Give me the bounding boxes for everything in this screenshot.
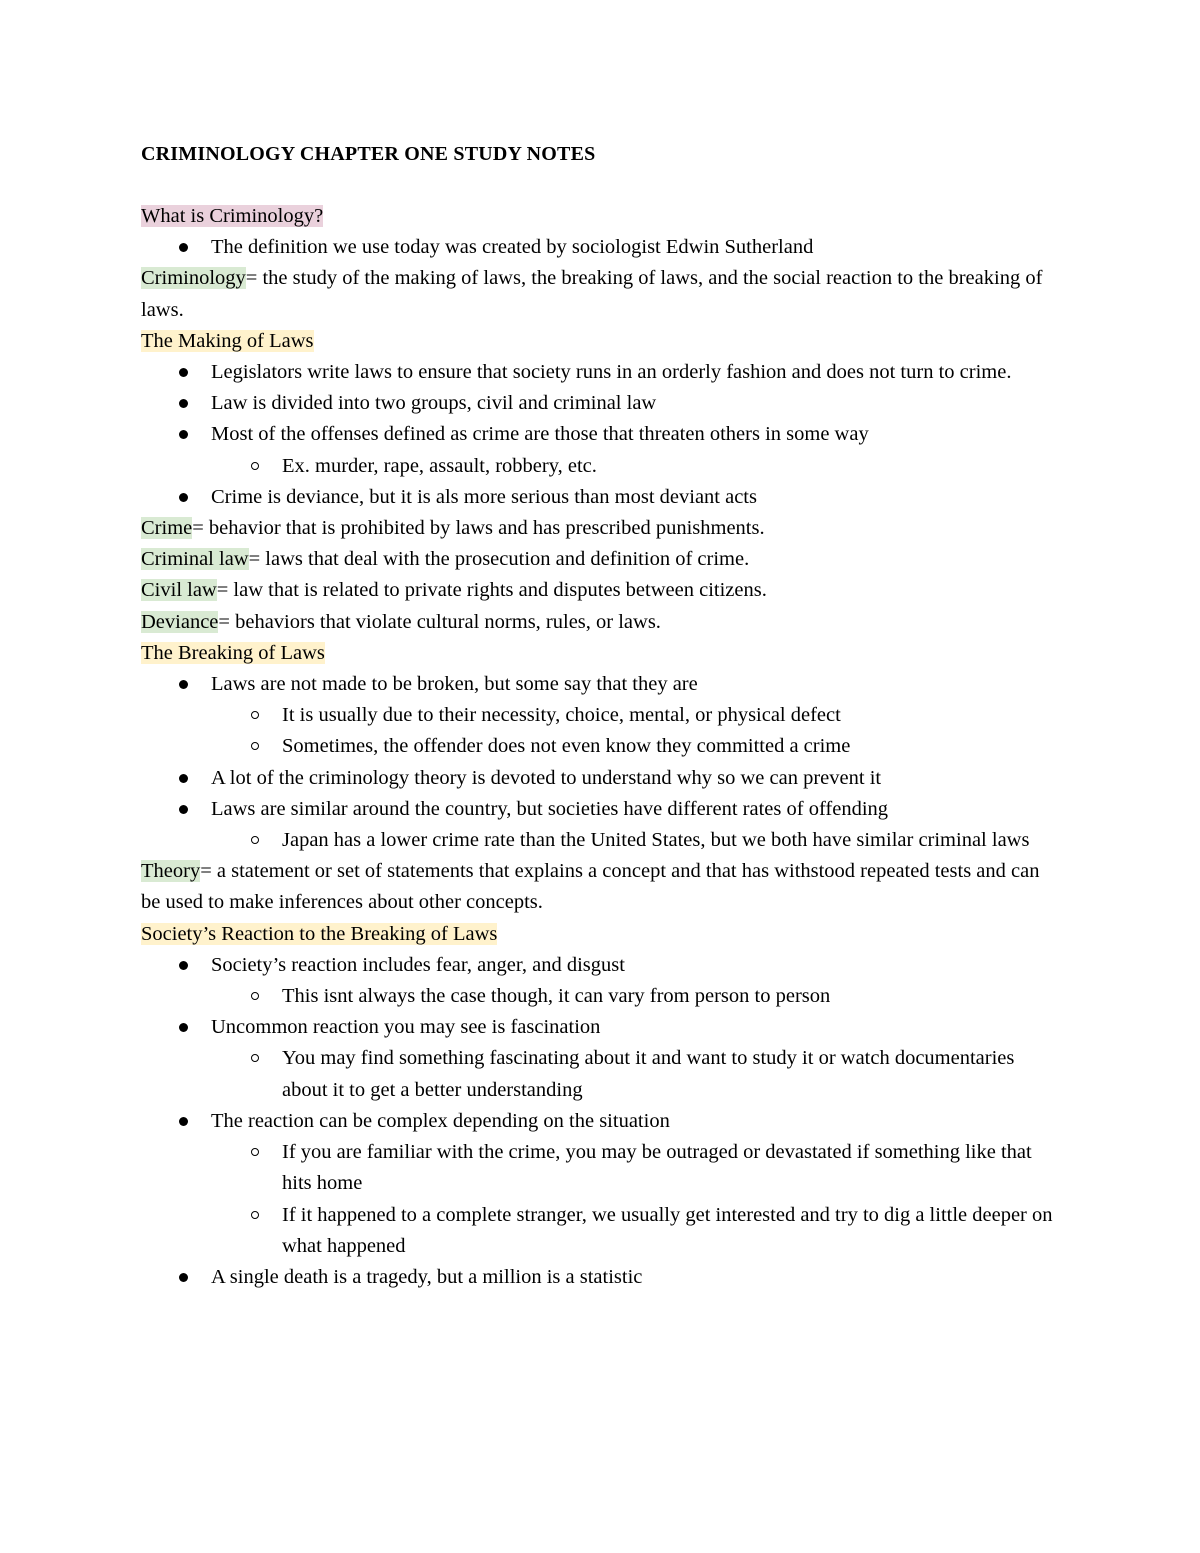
sub-bullet-item: Ex. murder, rape, assault, robbery, etc. [141, 451, 1061, 482]
bullet-item: A lot of the criminology theory is devoted to understand why so we can prevent it [141, 763, 1061, 794]
bullet-item: Legislators write laws to ensure that society runs in an orderly fashion and does not turn to crime. [141, 357, 1061, 388]
definition-text: = behavior that is prohibited by laws and has prescribed punishments. [192, 517, 765, 540]
sub-bullet-item: This isnt always the case though, it can vary from person to person [141, 981, 1061, 1012]
bullet-dot-icon [179, 399, 188, 408]
definition-text: = a statement or set of statements that explains a concept and that has withstood repeated tests and can be used to make inferences about other concepts. [141, 860, 1040, 914]
definition-term: Deviance [141, 610, 219, 633]
definition-crime [141, 513, 1061, 544]
sub-bullet-item: If you are familiar with the crime, you may be outraged or devastated if something like that hits home [141, 1137, 1061, 1199]
bullet-circle-icon [251, 992, 259, 1000]
bullet-item: The reaction can be complex depending on the situation [141, 1106, 1061, 1137]
definition-text: = behaviors that violate cultural norms, rules, or laws. [218, 610, 661, 633]
definition-theory [141, 856, 1061, 918]
definition-text: = the study of the making of laws, the breaking of laws, and the social reaction to the breaking of laws. [141, 267, 1043, 321]
definition-civil-law [141, 575, 1061, 606]
definition-criminal-law [141, 544, 1061, 575]
bullet-dot-icon [179, 430, 188, 439]
bullet-item: Laws are not made to be broken, but some say that they are [141, 669, 1061, 700]
section-heading-what-is-criminology: What is Criminology? [141, 205, 324, 227]
bullet-dot-icon [179, 680, 188, 689]
bullet-dot-icon [179, 243, 188, 252]
sub-bullet-item: You may find something fascinating about it and want to study it or watch documentaries about it to get a better understanding [141, 1043, 1061, 1105]
bullet-dot-icon [179, 1117, 188, 1126]
bullet-dot-icon [179, 805, 188, 814]
definition-term: Crime [141, 517, 193, 540]
sub-bullet-item: Japan has a lower crime rate than the United States, but we both have similar criminal laws [141, 825, 1061, 856]
bullet-item: Uncommon reaction you may see is fascination [141, 1012, 1061, 1043]
definition-term: Civil law [141, 579, 217, 602]
section-heading-breaking-of-laws: The Breaking of Laws [141, 641, 325, 664]
bullet-item: Crime is deviance, but it is als more serious than most deviant acts [141, 482, 1061, 513]
bullet-circle-icon [251, 1211, 259, 1219]
document-body [141, 201, 1061, 1293]
definition-term: Criminal law [141, 548, 249, 571]
definition-text: = laws that deal with the prosecution and definition of crime. [248, 548, 750, 571]
sub-bullet-item: Sometimes, the offender does not even know they committed a crime [141, 731, 1061, 762]
section-heading-societys-reaction: Society’s Reaction to the Breaking of Laws [141, 922, 498, 945]
sub-bullet-item: If it happened to a complete stranger, we usually get interested and try to dig a little deeper on what happened [141, 1200, 1061, 1262]
definition-term: Theory [141, 860, 201, 883]
bullet-circle-icon [251, 1054, 259, 1062]
bullet-dot-icon [179, 368, 188, 377]
bullet-dot-icon [179, 1273, 188, 1282]
section-heading-making-of-laws: The Making of Laws [141, 329, 314, 352]
bullet-item: The definition we use today was created by sociologist Edwin Sutherland [141, 232, 1061, 263]
bullet-circle-icon [251, 1148, 259, 1156]
bullet-dot-icon [179, 1023, 188, 1032]
definition-criminology [141, 263, 1061, 325]
bullet-dot-icon [179, 961, 188, 970]
bullet-circle-icon [251, 742, 259, 750]
bullet-dot-icon [179, 493, 188, 502]
bullet-dot-icon [179, 774, 188, 783]
bullet-circle-icon [251, 711, 259, 719]
definition-text: = law that is related to private rights and disputes between citizens. [216, 579, 767, 602]
bullet-item: Society’s reaction includes fear, anger, and disgust [141, 950, 1061, 981]
bullet-item: Most of the offenses defined as crime are those that threaten others in some way [141, 419, 1061, 450]
document-title: CRIMINOLOGY CHAPTER ONE STUDY NOTES [141, 143, 596, 165]
bullet-item: Law is divided into two groups, civil and criminal law [141, 388, 1061, 419]
bullet-circle-icon [251, 462, 259, 470]
bullet-item: Laws are similar around the country, but societies have different rates of offending [141, 794, 1061, 825]
sub-bullet-item: It is usually due to their necessity, choice, mental, or physical defect [141, 700, 1061, 731]
bullet-item: A single death is a tragedy, but a million is a statistic [141, 1262, 1061, 1293]
definition-deviance [141, 607, 1061, 638]
bullet-circle-icon [251, 836, 259, 844]
definition-term: Criminology [141, 267, 246, 290]
